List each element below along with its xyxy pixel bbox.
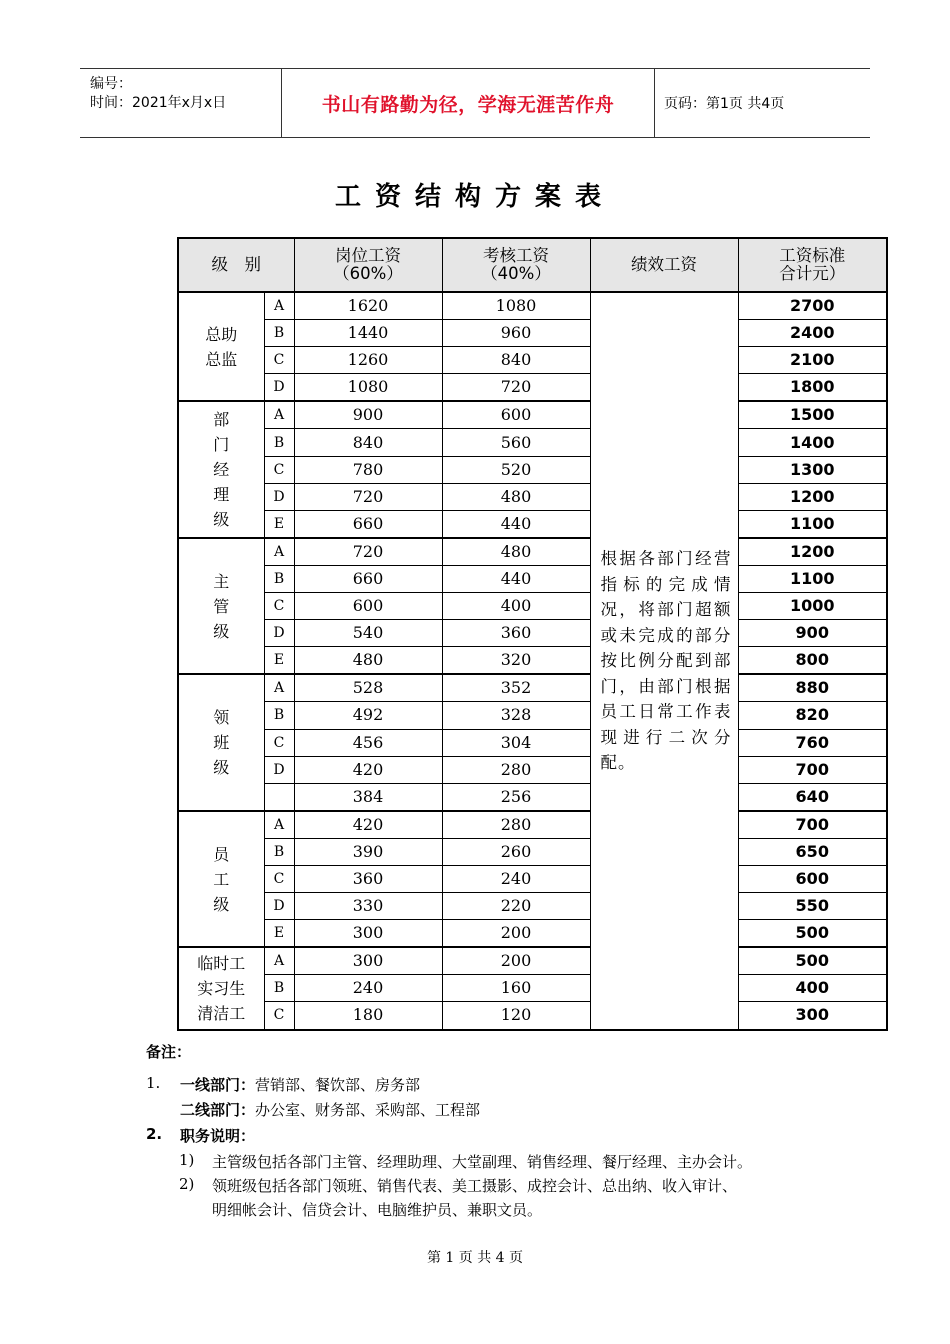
total-wage-cell: 700 xyxy=(738,811,887,839)
table-row xyxy=(178,620,887,647)
post-wage-cell: 384 xyxy=(294,783,442,811)
level-group-name xyxy=(178,674,264,810)
post-wage-cell: 780 xyxy=(294,456,442,483)
assess-wage-cell: 560 xyxy=(442,429,590,456)
total-wage-cell: 700 xyxy=(738,756,887,783)
notes-sub1-text: 主管级包括各部门主管、经理助理、大堂副理、销售经理、餐厅经理、主办会计。 xyxy=(212,1153,753,1171)
salary-structure-table xyxy=(177,237,888,1031)
grade-cell: B xyxy=(264,565,294,592)
table-row xyxy=(178,783,887,811)
post-wage-cell: 840 xyxy=(294,429,442,456)
post-wage-cell: 900 xyxy=(294,401,442,429)
grade-cell: E xyxy=(264,510,294,538)
assess-wage-cell: 328 xyxy=(442,702,590,729)
header-total-unit: 合计元） xyxy=(779,264,846,283)
grade-cell: C xyxy=(264,1002,294,1030)
total-wage-cell: 1500 xyxy=(738,401,887,429)
header-meta-cell xyxy=(80,69,282,137)
table-row xyxy=(178,702,887,729)
post-wage-cell: 300 xyxy=(294,920,442,948)
total-wage-cell: 2100 xyxy=(738,347,887,374)
grade-cell: C xyxy=(264,456,294,483)
table-row xyxy=(178,429,887,456)
table-row xyxy=(178,865,887,892)
assess-wage-cell: 320 xyxy=(442,647,590,675)
notes-item2-label: 职务说明： xyxy=(180,1127,256,1145)
grade-cell: A xyxy=(264,538,294,566)
level-group-name-line: 总监 xyxy=(205,349,238,369)
level-group-name-line: 清洁工 xyxy=(197,1003,246,1023)
assess-wage-cell: 240 xyxy=(442,865,590,892)
notes-item1-line1 xyxy=(180,1074,420,1095)
post-wage-cell: 1440 xyxy=(294,320,442,347)
assess-wage-cell: 352 xyxy=(442,674,590,702)
assess-wage-cell: 220 xyxy=(442,893,590,920)
assess-wage-cell: 720 xyxy=(442,374,590,402)
grade-cell: A xyxy=(264,674,294,702)
grade-cell: A xyxy=(264,401,294,429)
notes-sub1-num: 1) xyxy=(179,1151,195,1169)
post-wage-cell: 600 xyxy=(294,593,442,620)
level-group-name-line: 级 xyxy=(213,894,230,914)
table-row xyxy=(178,456,887,483)
total-wage-cell: 640 xyxy=(738,783,887,811)
assess-wage-cell: 480 xyxy=(442,538,590,566)
total-wage-cell: 550 xyxy=(738,893,887,920)
frontline-text: 营销部、餐饮部、房务部 xyxy=(255,1076,421,1094)
level-group-name xyxy=(178,292,264,401)
grade-cell: B xyxy=(264,838,294,865)
assess-wage-cell: 120 xyxy=(442,1002,590,1030)
assess-wage-cell: 840 xyxy=(442,347,590,374)
page-title: 工资结构方案表 xyxy=(334,182,615,212)
post-wage-cell: 480 xyxy=(294,647,442,675)
assess-wage-cell: 440 xyxy=(442,565,590,592)
assess-wage-cell: 360 xyxy=(442,620,590,647)
level-group-name-line: 实习生 xyxy=(197,978,246,998)
header-post-wage-label: 岗位工资 xyxy=(335,246,401,265)
grade-cell: D xyxy=(264,620,294,647)
document-header xyxy=(80,68,870,138)
assess-wage-cell: 400 xyxy=(442,593,590,620)
table-row xyxy=(178,674,887,702)
total-wage-cell: 2700 xyxy=(738,292,887,320)
assess-wage-cell: 960 xyxy=(442,320,590,347)
level-group-name xyxy=(178,811,264,947)
post-wage-cell: 660 xyxy=(294,510,442,538)
post-wage-cell: 180 xyxy=(294,1002,442,1030)
grade-cell xyxy=(264,783,294,811)
level-group-name-line: 临时工 xyxy=(197,953,246,973)
post-wage-cell: 456 xyxy=(294,729,442,756)
table-row xyxy=(178,292,887,320)
level-group-name-line: 部 xyxy=(213,410,230,430)
table-row xyxy=(178,401,887,429)
level-group-name xyxy=(178,538,264,674)
total-wage-cell: 500 xyxy=(738,920,887,948)
total-wage-cell: 1200 xyxy=(738,538,887,566)
header-post-wage xyxy=(294,238,442,292)
page-info: 页码：第1页 共4页 xyxy=(664,96,785,112)
post-wage-cell: 420 xyxy=(294,811,442,839)
table-row xyxy=(178,838,887,865)
level-group-name xyxy=(178,401,264,537)
level-group-name-line: 理 xyxy=(213,485,230,505)
grade-cell: D xyxy=(264,893,294,920)
grade-cell: A xyxy=(264,947,294,975)
post-wage-cell: 528 xyxy=(294,674,442,702)
header-assess-wage xyxy=(442,238,590,292)
level-group-name-line: 管 xyxy=(213,596,230,616)
header-perf-wage: 绩效工资 xyxy=(590,238,738,292)
post-wage-cell: 1620 xyxy=(294,292,442,320)
level-group-name-line: 班 xyxy=(213,733,230,753)
total-wage-cell: 800 xyxy=(738,647,887,675)
assess-wage-cell: 600 xyxy=(442,401,590,429)
post-wage-cell: 360 xyxy=(294,865,442,892)
table-row xyxy=(178,565,887,592)
assess-wage-cell: 280 xyxy=(442,756,590,783)
total-wage-cell: 1800 xyxy=(738,374,887,402)
post-wage-cell: 492 xyxy=(294,702,442,729)
total-wage-cell: 1000 xyxy=(738,593,887,620)
table-row xyxy=(178,920,887,948)
performance-wage-note: 根据各部门经营指标的完成情况，将部门超额或未完成的部分按比例分配到部门，由部门根据员工日常工作表现进行二次分配。 xyxy=(590,292,738,1030)
total-wage-cell: 600 xyxy=(738,865,887,892)
level-group-name-line: 工 xyxy=(213,869,230,889)
table-row xyxy=(178,756,887,783)
table-row xyxy=(178,483,887,510)
post-wage-cell: 1080 xyxy=(294,374,442,402)
table-row xyxy=(178,729,887,756)
assess-wage-cell: 160 xyxy=(442,975,590,1002)
table-row xyxy=(178,347,887,374)
notes-item2-num: 2. xyxy=(146,1125,163,1143)
post-wage-cell: 720 xyxy=(294,483,442,510)
grade-cell: C xyxy=(264,347,294,374)
assess-wage-cell: 520 xyxy=(442,456,590,483)
total-wage-cell: 820 xyxy=(738,702,887,729)
total-wage-cell: 1300 xyxy=(738,456,887,483)
level-group-name-line: 员 xyxy=(213,844,230,864)
assess-wage-cell: 304 xyxy=(442,729,590,756)
total-wage-cell: 1400 xyxy=(738,429,887,456)
notes-heading: 备注： xyxy=(146,1043,192,1061)
header-assess-wage-pct: （40%） xyxy=(481,264,551,283)
date-label: 时间：2021年x月x日 xyxy=(90,95,227,111)
frontline-label: 一线部门： xyxy=(180,1076,256,1094)
table-body xyxy=(178,292,887,1030)
post-wage-cell: 390 xyxy=(294,838,442,865)
page-footer: 第 1 页 共 4 页 xyxy=(426,1250,524,1266)
assess-wage-cell: 280 xyxy=(442,811,590,839)
header-page-cell xyxy=(655,69,870,137)
assess-wage-cell: 260 xyxy=(442,838,590,865)
post-wage-cell: 720 xyxy=(294,538,442,566)
header-total-label: 工资标准 xyxy=(779,246,846,265)
table-row xyxy=(178,947,887,975)
grade-cell: E xyxy=(264,920,294,948)
level-group-name-line: 级 xyxy=(213,621,230,641)
table-row xyxy=(178,510,887,538)
post-wage-cell: 1260 xyxy=(294,347,442,374)
grade-cell: A xyxy=(264,811,294,839)
total-wage-cell: 300 xyxy=(738,1002,887,1030)
grade-cell: D xyxy=(264,483,294,510)
total-wage-cell: 500 xyxy=(738,947,887,975)
grade-cell: B xyxy=(264,975,294,1002)
grade-cell: C xyxy=(264,865,294,892)
post-wage-cell: 660 xyxy=(294,565,442,592)
assess-wage-cell: 256 xyxy=(442,783,590,811)
table-row xyxy=(178,975,887,1002)
post-wage-cell: 330 xyxy=(294,893,442,920)
assess-wage-cell: 440 xyxy=(442,510,590,538)
level-group-name-line: 门 xyxy=(213,435,230,455)
header-total xyxy=(738,238,887,292)
level-group-name-line: 总助 xyxy=(205,324,238,344)
level-group-name-line: 级 xyxy=(213,510,230,530)
grade-cell: B xyxy=(264,702,294,729)
grade-cell: E xyxy=(264,647,294,675)
notes-item1-num: 1. xyxy=(146,1074,161,1092)
post-wage-cell: 300 xyxy=(294,947,442,975)
level-group-name-line: 主 xyxy=(213,571,230,591)
table-row xyxy=(178,320,887,347)
total-wage-cell: 1100 xyxy=(738,565,887,592)
grade-cell: C xyxy=(264,729,294,756)
number-label: 编号： xyxy=(90,76,132,92)
post-wage-cell: 420 xyxy=(294,756,442,783)
total-wage-cell: 900 xyxy=(738,620,887,647)
assess-wage-cell: 200 xyxy=(442,947,590,975)
total-wage-cell: 1100 xyxy=(738,510,887,538)
level-group-name-line: 级 xyxy=(213,758,230,778)
post-wage-cell: 540 xyxy=(294,620,442,647)
assess-wage-cell: 1080 xyxy=(442,292,590,320)
header-assess-wage-label: 考核工资 xyxy=(483,246,549,265)
header-level: 级 别 xyxy=(178,238,294,292)
motto-text: 书山有路勤为径，学海无涯苦作舟 xyxy=(321,93,615,116)
backline-label: 二线部门： xyxy=(180,1101,256,1119)
post-wage-cell: 240 xyxy=(294,975,442,1002)
level-group-name-line: 经 xyxy=(213,460,230,480)
total-wage-cell: 2400 xyxy=(738,320,887,347)
total-wage-cell: 1200 xyxy=(738,483,887,510)
assess-wage-cell: 200 xyxy=(442,920,590,948)
backline-text: 办公室、财务部、采购部、工程部 xyxy=(255,1101,481,1119)
table-row xyxy=(178,647,887,675)
grade-cell: D xyxy=(264,374,294,402)
grade-cell: C xyxy=(264,593,294,620)
grade-cell: D xyxy=(264,756,294,783)
grade-cell: A xyxy=(264,292,294,320)
grade-cell: B xyxy=(264,320,294,347)
table-row xyxy=(178,374,887,402)
notes-sub2-num: 2) xyxy=(179,1175,195,1193)
header-motto-cell xyxy=(282,69,655,137)
notes-sub2-text-a: 领班级包括各部门领班、销售代表、美工摄影、成控会计、总出纳、收入审计、 xyxy=(212,1177,738,1195)
notes-item1-line2 xyxy=(180,1099,480,1120)
total-wage-cell: 400 xyxy=(738,975,887,1002)
table-row xyxy=(178,893,887,920)
table-row xyxy=(178,593,887,620)
level-group-name xyxy=(178,947,264,1029)
header-post-wage-pct: （60%） xyxy=(333,264,403,283)
assess-wage-cell: 480 xyxy=(442,483,590,510)
level-group-name-line: 领 xyxy=(213,708,230,728)
table-header-row xyxy=(178,238,887,292)
total-wage-cell: 880 xyxy=(738,674,887,702)
table-row xyxy=(178,1002,887,1030)
total-wage-cell: 760 xyxy=(738,729,887,756)
total-wage-cell: 650 xyxy=(738,838,887,865)
table-row xyxy=(178,811,887,839)
table-row xyxy=(178,538,887,566)
grade-cell: B xyxy=(264,429,294,456)
notes-sub2-text-b: 明细帐会计、信贷会计、电脑维护员、兼职文员。 xyxy=(212,1201,543,1219)
